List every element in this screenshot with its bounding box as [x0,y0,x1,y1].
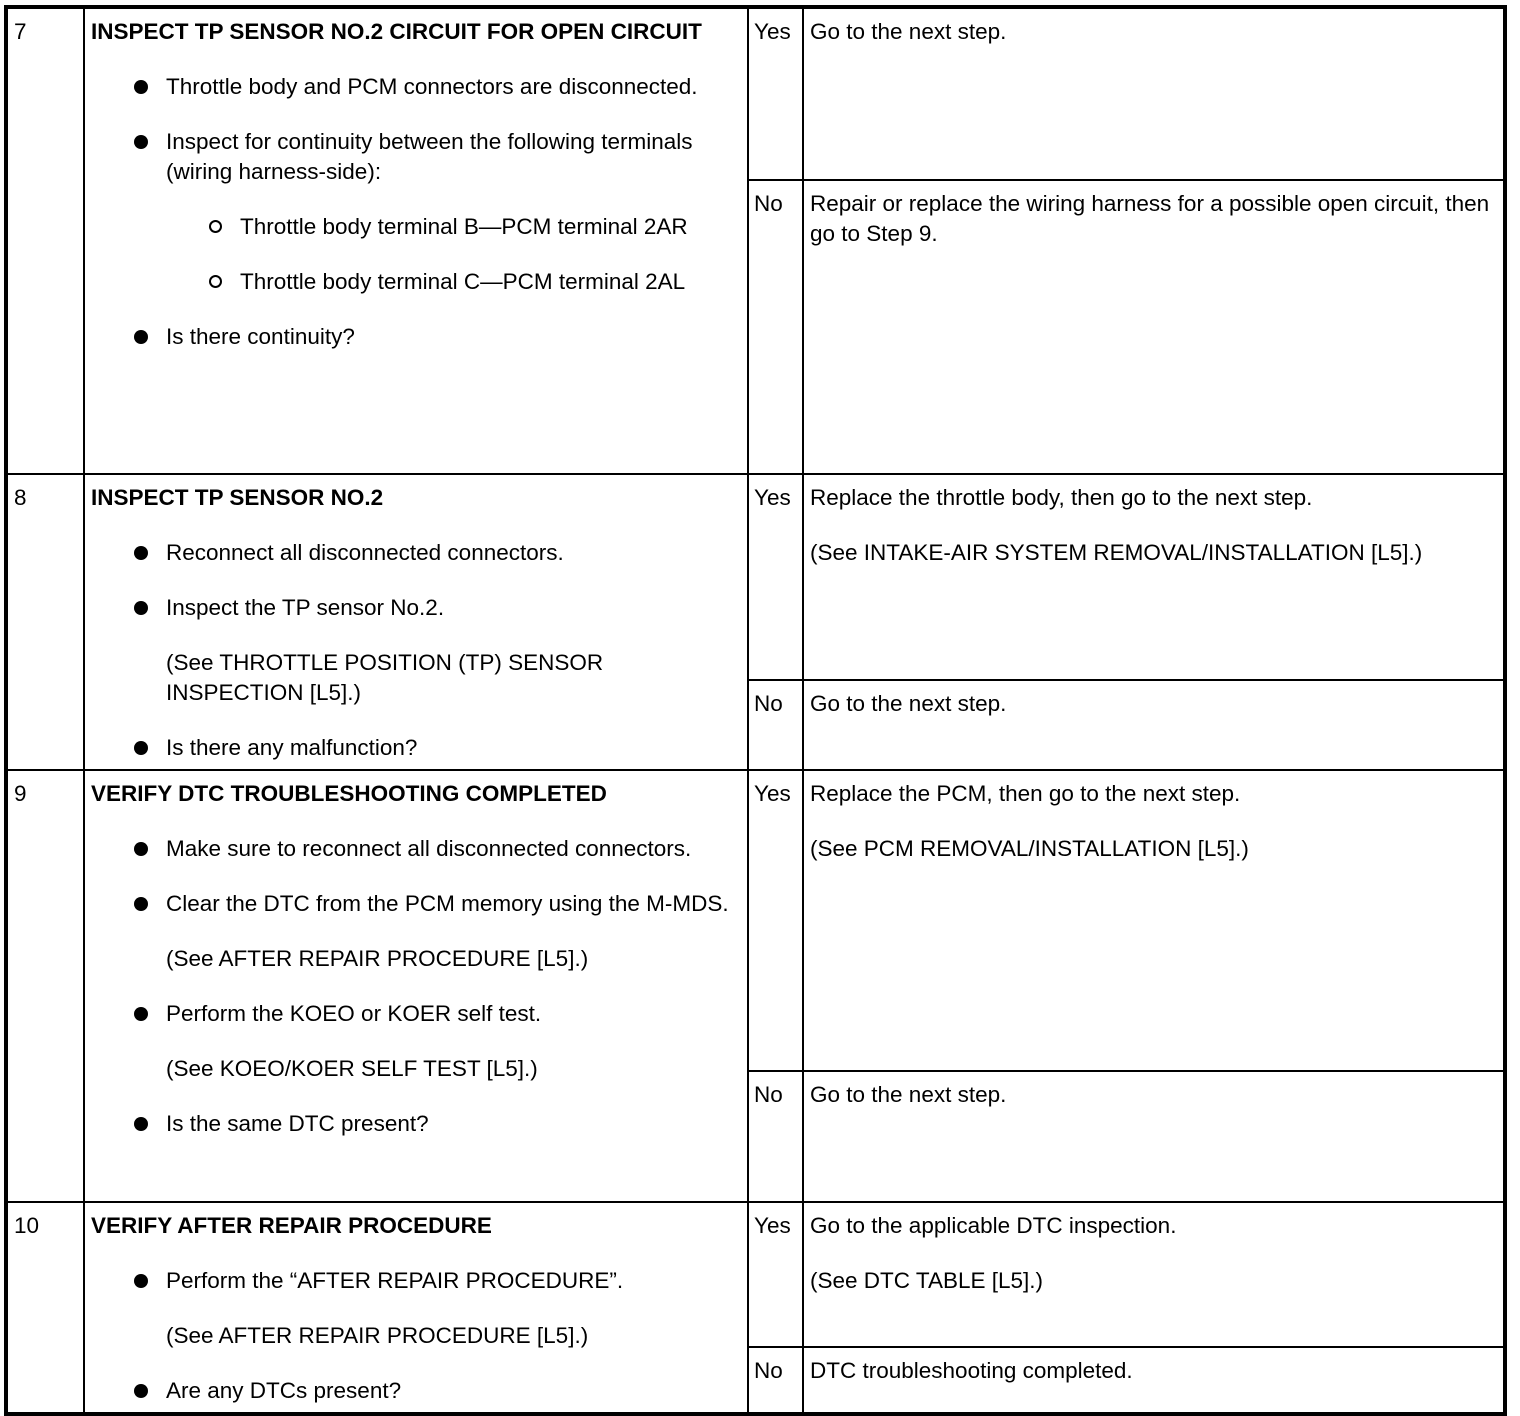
step-content [84,7,748,474]
bullet-item: Is there any malfunction? [91,733,741,763]
no-label: No [748,1347,803,1414]
bullet-item: Is there continuity? [91,322,741,352]
bullet-item: Perform the KOEO or KOER self test. [91,999,741,1029]
action-text: Go to the next step. [810,1082,1007,1107]
action-text: Replace the throttle body, then go to the next step. [810,485,1313,510]
yes-label: Yes [748,1202,803,1347]
step-7-yes-row [6,7,1505,180]
action-text: Go to the applicable DTC inspection. [810,1213,1177,1238]
action-text: DTC troubleshooting completed. [810,1358,1133,1384]
step-content [84,770,748,1202]
action-reference: (See PCM REMOVAL/INSTALLATION [L5].) [810,836,1249,861]
bullet-item: Reconnect all disconnected connectors. [91,538,741,568]
bullet-item: Are any DTCs present? [91,1376,741,1406]
step-number: 9 [6,770,84,1202]
troubleshooting-table [4,5,1507,1416]
step-title: INSPECT TP SENSOR NO.2 [91,485,384,510]
reference-note: (See KOEO/KOER SELF TEST [L5].) [166,1056,538,1081]
step-title: VERIFY DTC TROUBLESHOOTING COMPLETED [91,781,607,806]
step-content [84,1202,748,1414]
bullet-item: Throttle body and PCM connectors are disconnected. [91,72,741,102]
step-content [84,474,748,770]
reference-note: (See THROTTLE POSITION (TP) SENSOR INSPECTION [L5].) [166,650,604,705]
no-label: No [748,180,803,474]
yes-label: Yes [748,474,803,680]
yes-label: Yes [748,7,803,180]
bullet-item: Inspect the TP sensor No.2. [91,593,741,623]
action-text: Repair or replace the wiring harness for a possible open circuit, then go to Step 9. [810,191,1490,246]
action-reference: (See INTAKE-AIR SYSTEM REMOVAL/INSTALLATION [L5].) [810,540,1423,565]
bullet-item: Is the same DTC present? [91,1109,741,1139]
step-number: 7 [6,7,84,474]
no-action [803,1071,1505,1202]
bullet-item: Inspect for continuity between the following terminals (wiring harness-side): [91,127,741,187]
action-reference: (See DTC TABLE [L5].) [810,1268,1043,1293]
yes-action [803,474,1505,680]
action-text: Go to the next step. [810,691,1007,717]
step-number: 8 [6,474,84,770]
yes-action [803,1202,1505,1347]
sub-bullet-item: Throttle body terminal C—PCM terminal 2AL [91,267,741,297]
action-text: Replace the PCM, then go to the next step. [810,781,1241,806]
yes-action [803,7,1505,180]
step-8-yes-row [6,474,1505,680]
yes-label: Yes [748,770,803,1071]
step-9-yes-row [6,770,1505,1071]
action-text: Go to the next step. [810,19,1007,44]
reference-note: (See AFTER REPAIR PROCEDURE [L5].) [166,946,589,971]
bullet-item: Make sure to reconnect all disconnected connectors. [91,834,741,864]
no-label: No [748,1071,803,1202]
sub-bullet-item: Throttle body terminal B—PCM terminal 2AR [91,212,741,242]
step-10-yes-row [6,1202,1505,1347]
step-title: VERIFY AFTER REPAIR PROCEDURE [91,1213,492,1238]
no-action [803,180,1505,474]
yes-action [803,770,1505,1071]
reference-note: (See AFTER REPAIR PROCEDURE [L5].) [166,1323,589,1348]
bullet-item: Perform the “AFTER REPAIR PROCEDURE”. [91,1266,741,1296]
no-label: No [748,680,803,770]
step-title: INSPECT TP SENSOR NO.2 CIRCUIT FOR OPEN CIRCUIT [91,19,702,44]
no-action [803,1347,1505,1414]
no-action [803,680,1505,770]
bullet-item: Clear the DTC from the PCM memory using the M-MDS. [91,889,741,919]
step-number: 10 [6,1202,84,1414]
